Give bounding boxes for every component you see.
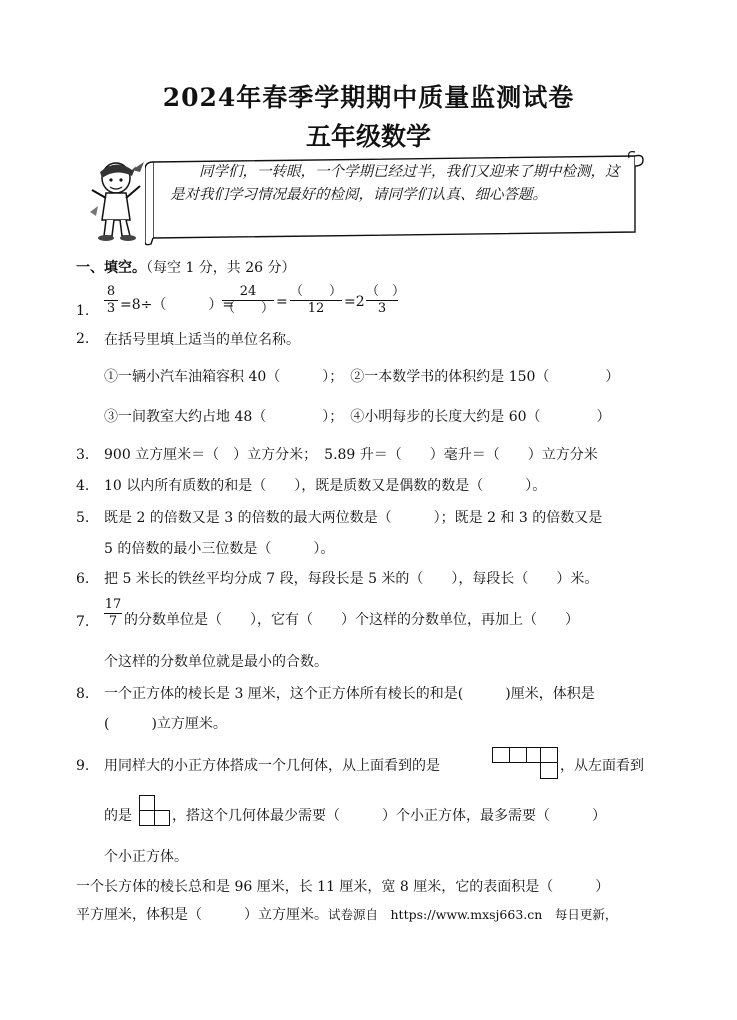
exam-title: 2024年春季学期期中质量监测试卷 <box>162 83 575 112</box>
q3-text: 900 立方厘米＝（ ）立方分米； 5.89 升＝（ ）毫升＝（ ）立方分米 <box>104 447 598 463</box>
q1-f2-denominator: （ ） <box>222 301 275 316</box>
q1-f4-numerator: （ ） <box>366 284 406 299</box>
q4-number: 4. <box>76 478 90 494</box>
q4-text: 10 以内所有质数的和是（ ），既是质数又是偶数的数是（ ）。 <box>104 478 547 494</box>
q1-eq2: = <box>276 294 288 310</box>
q7-number: 7. <box>76 614 90 630</box>
q3-number: 3. <box>76 447 90 463</box>
q1-fraction-3 <box>290 285 342 316</box>
q5-number: 5. <box>76 510 90 526</box>
section-note: （每空 1 分，共 26 分） <box>146 260 296 276</box>
q9-number: 9. <box>76 758 90 774</box>
q7-denominator: 7 <box>108 614 118 629</box>
cube-square <box>139 810 155 826</box>
cube-square <box>139 795 155 811</box>
q9-text: 用同样大的小正方体搭成一个几何体，从上面看到的是 <box>104 758 440 774</box>
q8-text-2: ( )立方厘米。 <box>104 716 227 732</box>
q5-text-2: 5 的倍数的最小三位数是（ ）。 <box>104 541 335 557</box>
q2-text: 在括号里填上适当的单位名称。 <box>104 332 300 348</box>
cube-square <box>509 747 527 763</box>
cube-square <box>492 747 510 763</box>
q1-f4-denominator: 3 <box>377 301 387 316</box>
q1-fraction-4 <box>366 284 406 316</box>
cartoon-boy-icon <box>86 156 150 244</box>
q2-number: 2. <box>76 331 90 347</box>
cube-square <box>540 762 558 779</box>
q7-text: 的分数单位是（ ），它有（ ）个这样的分数单位，再加上（ ） <box>124 612 579 628</box>
q2-part-b: ③一间教室大约占地 48（ ）； ④小明每步的长度大约是 60（ ） <box>104 409 611 425</box>
q1-f1-numerator: 8 <box>106 284 116 299</box>
exam-subtitle: 五年级数学 <box>305 122 431 151</box>
q9-text-3: 个小正方体。 <box>104 849 188 865</box>
q1-eq1: =8÷（ ）= <box>120 297 235 313</box>
q10-text-2-main: 平方厘米，体积是（ ）立方厘米。 <box>76 907 328 923</box>
q7-fraction <box>104 598 122 629</box>
q5-text: 既是 2 的倍数又是 3 的倍数的最大两位数是（ ）；既是 2 和 3 的倍数又是 <box>104 510 603 526</box>
q8-text: 一个正方体的棱长是 3 厘米，这个正方体所有棱长的和是( )厘米，体积是 <box>104 686 595 702</box>
section-heading <box>76 257 296 277</box>
q1-f3-numerator: （ ） <box>290 284 343 299</box>
q1-f3-denominator: 12 <box>307 301 325 316</box>
q1-number: 1. <box>76 303 90 319</box>
q2-part-a: ①一辆小汽车油箱容积 40（ ）； ②一本数学书的体积约是 150（ ） <box>104 369 620 385</box>
q10-text: 一个长方体的棱长总和是 96 厘米，长 11 厘米，宽 8 厘米，它的表面积是（ ） <box>76 879 610 895</box>
q1-fraction-2 <box>222 285 274 316</box>
q1-eq3: =2 <box>344 294 365 310</box>
intro-text: 同学们，一转眼，一个学期已经过半，我们又迎来了期中检测，这是对我们学习情况最好的检阅，请同学们认真、细心答题。 <box>170 164 620 203</box>
source-note: 试卷源自 https://www.mxsj663.cn 每日更新， <box>328 907 618 922</box>
q1-fraction-1 <box>104 285 118 316</box>
q1-f2-numerator: 24 <box>239 284 257 299</box>
section-title: 一、填空。 <box>76 260 146 276</box>
q7-text-2: 个这样的分数单位就是最小的合数。 <box>104 654 328 670</box>
q9-text-b: ，从左面看到 <box>560 758 644 774</box>
q10-text-2 <box>76 904 617 924</box>
q6-number: 6. <box>76 571 90 587</box>
q8-number: 8. <box>76 686 90 702</box>
q6-text: 把 5 米长的铁丝平均分成 7 段，每段长是 5 米的（ ），每段长（ ）米。 <box>104 571 599 587</box>
q1-f1-denominator: 3 <box>106 301 116 316</box>
cube-square <box>154 810 170 826</box>
cube-square <box>540 747 558 763</box>
q9-text-2: 的是 <box>104 808 132 824</box>
q7-numerator: 17 <box>104 597 122 612</box>
q9-text-2b: ，搭这个几何体最少需要（ ）个小正方体，最多需要（ ） <box>172 808 606 824</box>
